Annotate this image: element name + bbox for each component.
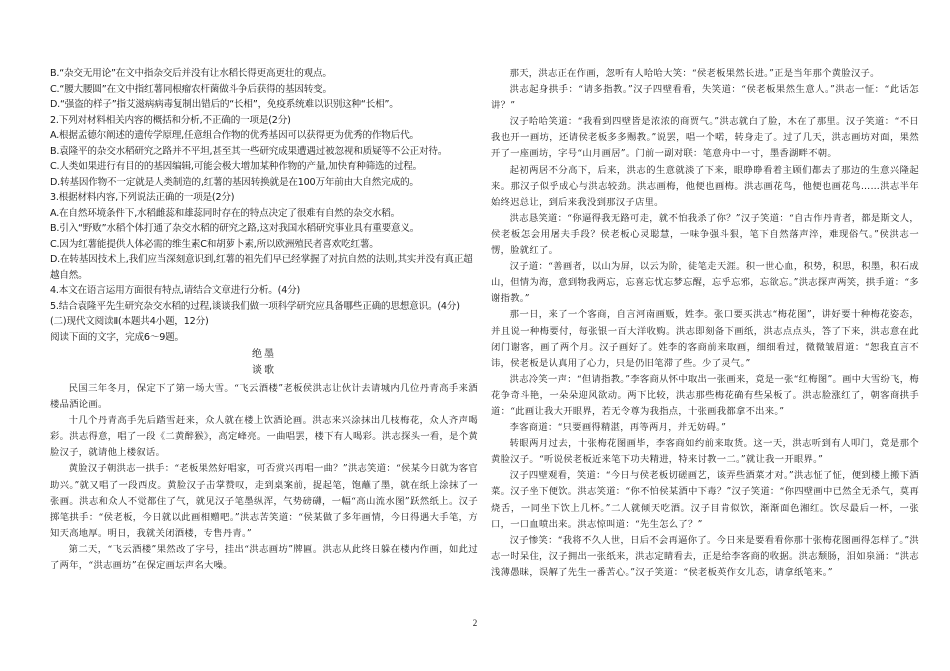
story-paragraph: 汉子四壁观看，笑道：“今日与侯老板切磋画艺，该弄些酒菜才对。”洪志怔了怔，便到楼上搬下酒菜。汉子坐下便饮。洪志笑道：“你不怕侯某酒中下毒？”汉子笑道：“你四壁画中已然全无杀气，莫再烧舌，一同坐下饮上几杯。”二人就倾天吃酒。汉子目肯似饮，渐渐面色湘红。饮尽最后一杯，一张口，一口血喷出来。洪志惊叫道：“先生怎么了？” xyxy=(491,470,919,530)
story-paragraph: 那一日，来了一个客商，自言河南画贩，姓李。张口要买洪志“梅花图”，讲好要十种梅花姿态，并且说一种梅要付，每张银一百大洋收购。洪志即刻备下画纸，洪志点点头，答了下来，洪志意在此闭门谢客，画了两个月。汉子画好了。姓李的客商前来取画，细细看过，微微皱眉道：“恕我直言不讳，侯老板是认真用了心力，只是仍旧笔滞了些。少了灵气。” xyxy=(491,309,919,369)
story-paragraph: 民国三年冬月，保定下了第一场大雪。“飞云酒楼”老板侯洪志让伙计去请城内几位丹青高手来酒楼品酒论画。 xyxy=(50,383,478,411)
story-paragraph: 十几个丹青高手先后踏雪赶来，众人就在楼上饮酒论画。洪志来兴涂抹出几枝梅花，众人齐声喝彩。洪志得意，唱了一段《二黄醉猴》，高定峰亮。一曲唱罢，楼下有人喝彩。洪志探头一看，是个黄脸汉子，就请他上楼叙话。 xyxy=(50,415,478,459)
left-column xyxy=(50,66,478,574)
story-paragraph: 洪志冷笑一声：“但请指教。”李客商从怀中取出一张画来，竟是一张“红梅图”。画中大雪纷飞，梅花争奇斗艳，一朵朵迎风欲动。两下比较，洪志那些梅花确有些呆板了。洪志脸涨红了，朝客商拱手道：“此画让我大开眼界，若无令尊为我指点，十张画我都拿不出来。” xyxy=(491,373,919,417)
question-line: B.“杂交无用论”在文中指杂交后并没有让水稻长得更高更壮的观点。 xyxy=(50,68,332,79)
question-line: 4.本文在语言运用方面很有特点,请结合文章进行分析。(4分) xyxy=(50,285,301,296)
question-line: D.在转基因技术上,我们应当深刻意识到,红薯的祖先们早已经掌握了对抗自然的法则,其实并没有真正超越自然。 xyxy=(50,254,473,281)
story-paragraph: 黄脸汉子朝洪志一拱手：“老板果然好唱家，可否赏兴再唱一曲？”洪志笑道：“侯某今日就为客官助兴。”就又唱了一段西皮。黄脸汉子击掌赞叹，走到桌案前，捉起笔，饱蘸了墨，就在纸上涂抹了一张画。洪志和众人不觉都住了气，就见汉子笔墨纵浑，气势磅礴，一幅“高山流水图”跃然纸上。汉子掷笔拱手：“侯老板，今日就以此画相赠吧。”洪志苦笑道：“侯某做了多年画情，今日得遇大手笔，方知天高地厚。明日，我就关闭酒楼，专售丹青。” xyxy=(50,463,478,539)
story-paragraph: 汉子惨笑：“我将不久人世，日后不会再逼你了。今日来是要看看你那十张梅花图画得怎样了。”洪志一时呆住，汉子拥出一张纸来，洪志定睛看去，正是给李客商的收据。洪志颓肠，泪如泉涌：“洪志浅薄愚昧，误解了先生一番苦心。”汉子笑道：“侯老板英作女儿态，请拿纸笔来。” xyxy=(491,534,919,578)
story-paragraph: 那天，洪志正在作画，忽听有人哈哈大笑：“侯老板果然长进。”正是当年那个黄脸汉子。 xyxy=(509,68,880,79)
story-author: 谈歌 xyxy=(252,365,276,376)
story-title: 绝墨 xyxy=(252,349,276,360)
story-paragraph: 汉子道：“善画者，以山为屏，以云为阶，徒笔走天涯。积一世心血，积势，积思，积墨，积石成山，但情为海，意到物我两忘，忘喜忘忧忘梦忘醒，忘乎忘邪，忘欲忘。”洪志探声两笑，拱手道：“多谢指教。” xyxy=(491,261,919,305)
story-paragraph: 李客商道：“只要画得精湛，再等两月，并无妨碍。” xyxy=(509,422,727,434)
question-line: 3.根据材料内容,下列说法正确的一项是(2分) xyxy=(50,192,235,203)
question-line: B.引入“野败”水稻个体打通了杂交水稻的研究之路,这对我国水稻研究事业具有重要意义。 xyxy=(50,223,420,234)
story-paragraph: 转眼两月过去，十张梅花图画毕，李客商如约前来取货。这一天，洪志听到有人叩门，竟是那个黄脸汉子。“听说侯老板近来笔下功夫精进，特来讨教一二。”就让我一开眼界。” xyxy=(491,438,919,466)
story-body-left xyxy=(50,381,478,574)
question-line: (二)现代文阅读Ⅱ(本题共4小题，12分) xyxy=(50,316,209,327)
story-paragraph: 第二天，“飞云酒楼”果然改了字号，挂出“洪志画坊”牌匾。洪志从此终日躲在楼内作画，如此过了两年，“洪志画坊”在保定画坛声名大噪。 xyxy=(50,543,478,572)
question-line: D.转基因作物不一定就是人类制造的,红薯的基因转换就是在100万年前由大自然完成的。 xyxy=(50,176,419,188)
question-line: D.“强盗的样子”指艾滋病病毒复制出错后的“长相”，免疫系统难以识别这种“长相”。 xyxy=(50,99,399,110)
question-line: B.袁隆平的杂交水稻研究之路并不平坦,甚至其一些研究成果遭遇过被忽视和质疑等不公正对待。 xyxy=(50,145,448,157)
right-column xyxy=(491,66,919,581)
question-line: 2.下列对材料相关内容的概括和分析,不正确的一项是(2分) xyxy=(50,114,291,126)
story-paragraph: 洪志起身拱手：“请多指教。”汉子四壁看看，失笑道：“侯老板果然生意人。”洪志一怔：“此话怎讲？” xyxy=(491,84,919,112)
question-line: C.人类如果进行有目的的基因编辑,可能会极大增加某种作物的产量,加快育种筛选的过程。 xyxy=(50,161,423,172)
page-number: 2 xyxy=(472,618,478,628)
story-paragraph: 起初两居不分高下，后来，洪志的生意就淡了下来，眼睁睁看着主顾们都去了那边的生意兴隆起来。那汉子似乎成心与洪志较劲。洪志画梅，他便也画梅。洪志画花鸟，他便也画花鸟……洪志半年始终迟总让，到后来我没到那汉子店里。 xyxy=(491,164,919,208)
question-line: C.“腰大腰圆”在文中指红薯同根瘤农杆菌做斗争后获得的基因转变。 xyxy=(50,83,332,95)
question-line: C.因为红薯能提供人体必需的维生素C和胡萝卜素,所以欧洲殖民者喜欢吃红薯。 xyxy=(50,238,379,250)
story-body-right xyxy=(491,66,919,581)
question-line: A.根据孟德尔阐述的遗传学原理,任意组合作物的优秀基因可以获得更为优秀的作物后代。 xyxy=(50,130,419,141)
question-line: 阅读下面的文字，完成6～9题。 xyxy=(50,331,184,343)
story-paragraph: 洪志恳笑道：“你逼得我无路可走，就不怕我杀了你？”汉子笑道：“自古作丹青者，都是斯文人，侯老板怎会用屠夫手段？侯老板心灵聪慧，一味争强斗狠，笔下自然落声淬，难现俗气。”侯洪志一愣，脸就红了。 xyxy=(491,212,919,257)
story-paragraph: 汉子哈哈笑道：“我看到四壁皆是浓浓的商贾气。”洪志就白了脸，木在了那里。汉子笑道：“不日我也开一画坊，还请侯老板多多赐教。”说罢，唱一个喏，转身走了。过了几天，洪志画坊对面，果然开了一座画坊，字号“山月画居”。门前一副对联：笔意舟中一寸，墨香湖畔不朝。 xyxy=(491,116,919,160)
question-options xyxy=(50,66,478,345)
question-line: A.在自然环境条件下,水稻雌蕊和雄蕊同时存在的特点决定了很难有自然的杂交水稻。 xyxy=(50,207,401,219)
question-line: 5.结合袁隆平先生研究杂交水稻的过程,谈谈我们做一项科学研究应具备哪些正确的思想意识。(4分) xyxy=(50,300,460,312)
